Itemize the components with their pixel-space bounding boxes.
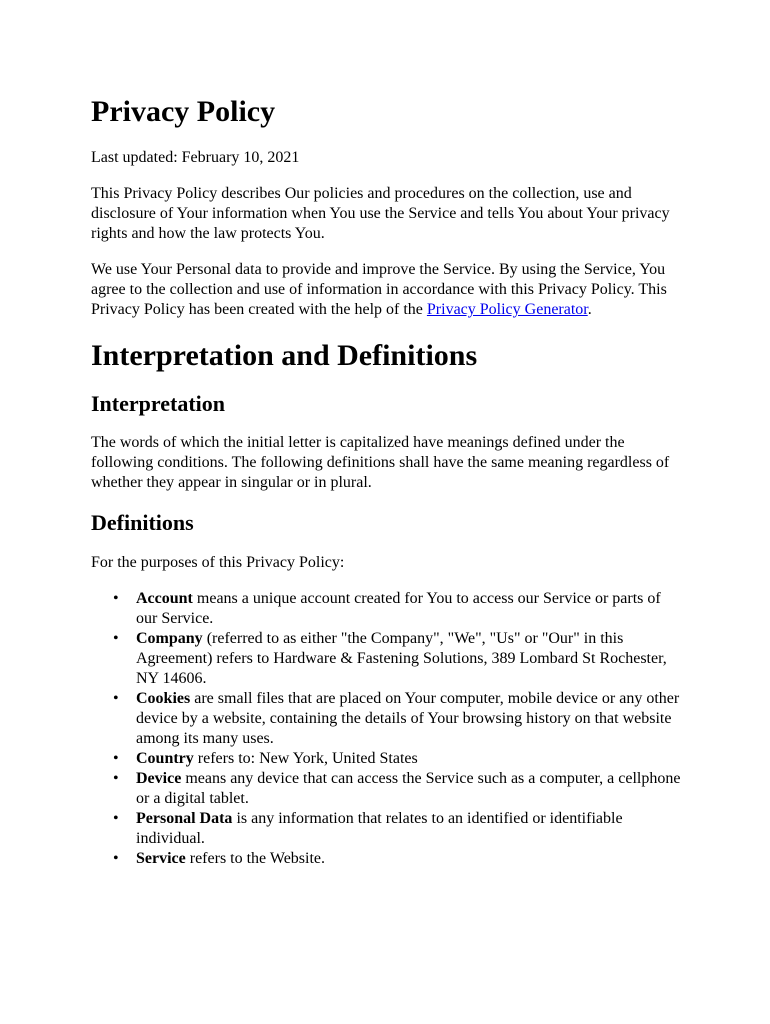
bullet-icon: •: [113, 590, 119, 607]
definition-term: Cookies: [136, 690, 191, 707]
privacy-policy-generator-link[interactable]: Privacy Policy Generator: [426, 301, 588, 318]
bullet-icon: •: [113, 850, 119, 867]
definition-term: Service: [136, 850, 186, 867]
list-item-company: [113, 629, 681, 689]
list-item-personal-data: [113, 809, 681, 849]
bullet-icon: •: [113, 750, 119, 767]
list-item-device: [113, 769, 681, 809]
list-item-service: [113, 849, 681, 869]
bullet-icon: •: [113, 770, 119, 787]
usage-text: We use Your Personal data to provide and improve the Service. By using the Service, You agree to the collection and use of information in accordance with this Privacy Policy. This Privacy Policy has been created with the help of the: [91, 261, 667, 318]
definition-term: Account: [136, 590, 193, 607]
bullet-icon: •: [113, 690, 119, 707]
usage-text-end: .: [587, 301, 592, 318]
interpretation-heading: Interpretation: [91, 391, 226, 416]
list-item-account: [113, 589, 681, 629]
definition-term: Device: [136, 770, 182, 787]
last-updated: Last updated: February 10, 2021: [91, 149, 300, 166]
definition-text: means any device that can access the Service such as a computer, a cellphone or a digital tablet.: [136, 770, 681, 807]
bullet-icon: •: [113, 810, 119, 827]
bullet-icon: •: [113, 630, 119, 647]
interpretation-text: The words of which the initial letter is capitalized have meanings defined under the following conditions. The following definitions shall have the same meaning regardless of whether they appear in singular or in plural.: [91, 434, 670, 491]
definition-term: Personal Data: [136, 810, 233, 827]
definitions-intro: For the purposes of this Privacy Policy:: [91, 554, 345, 571]
definition-term: Company: [136, 630, 203, 647]
usage-paragraph: [91, 260, 681, 320]
intro-paragraph: This Privacy Policy describes Our policies and procedures on the collection, use and disclosure of Your information when You use the Service and tells You about Your privacy rights and how the law protects You.: [91, 185, 670, 242]
list-item-country: [113, 749, 681, 769]
definitions-list: [91, 589, 681, 869]
definition-text: (referred to as either "the Company", "We", "Us" or "Our" in this Agreement) refers to Hardware & Fastening Solutions, 389 Lombard St Rochester, NY 14606.: [136, 630, 667, 687]
definition-text: refers to: New York, United States: [193, 750, 418, 767]
definition-text: refers to the Website.: [185, 850, 326, 867]
definition-text: are small files that are placed on Your computer, mobile device or any other device by a website, containing the details of Your browsing history on that website among its many uses.: [136, 690, 680, 747]
page-title: Privacy Policy: [91, 95, 276, 128]
definition-text: is any information that relates to an identified or identifiable individual.: [136, 810, 623, 847]
definition-text: means a unique account created for You to access our Service or parts of our Service.: [136, 590, 661, 627]
definitions-heading: Definitions: [91, 510, 194, 535]
list-item-cookies: [113, 689, 681, 749]
section-title: Interpretation and Definitions: [91, 339, 478, 372]
definition-term: Country: [136, 750, 194, 767]
